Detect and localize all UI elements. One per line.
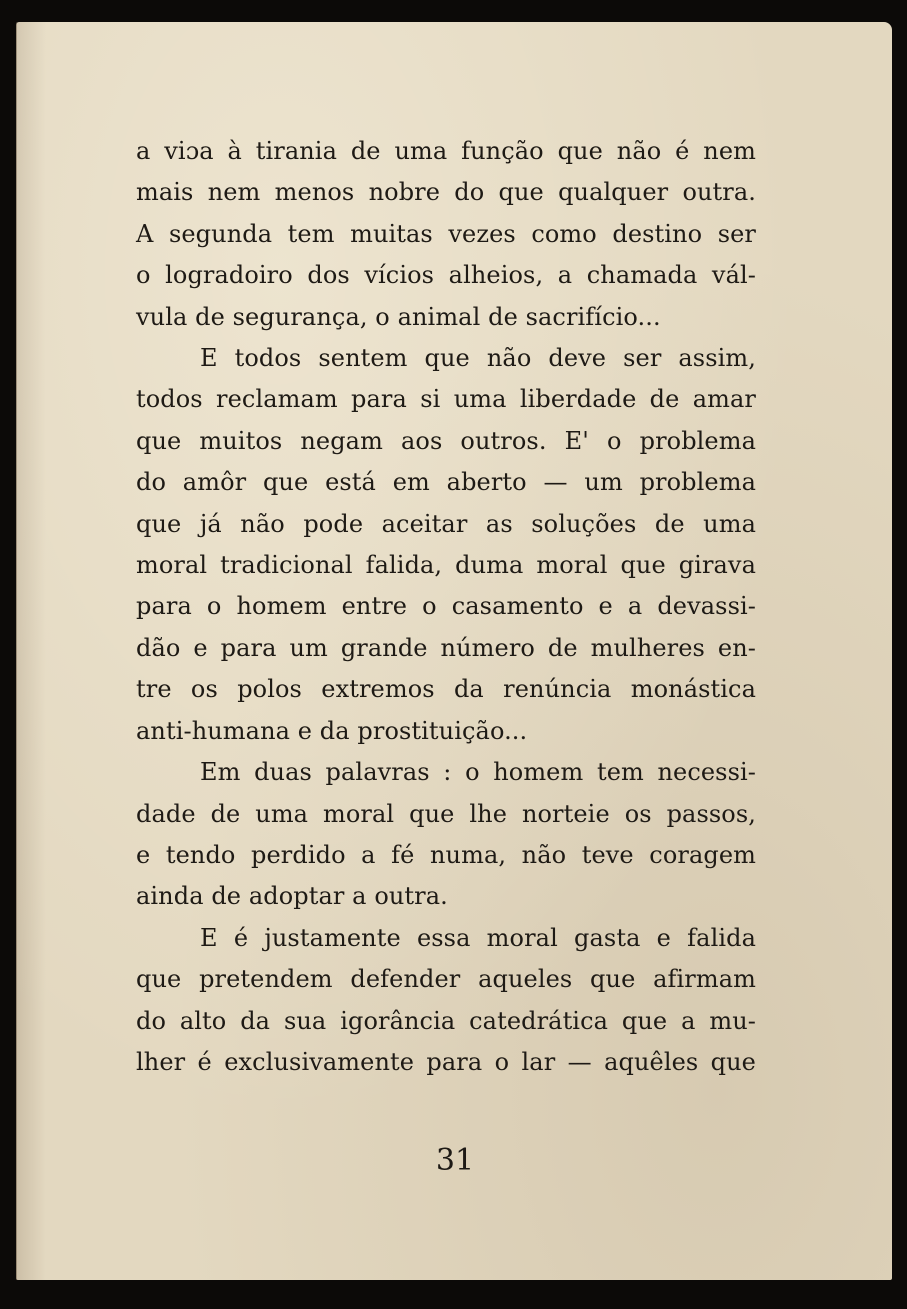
text-line: A segunda tem muitas vezes como destino ser — [136, 219, 756, 248]
text-line: tre os polos extremos da renúncia monástica — [136, 675, 756, 704]
text-line: dade de uma moral que lhe norteie os passos, — [136, 799, 756, 828]
text-line: que pretendem defender aqueles que afirmam — [136, 965, 756, 994]
text-line: e tendo perdido a fé numa, não teve coragem — [136, 840, 756, 869]
text-line: lher é exclusivamente para o lar — aquêles que — [136, 1047, 756, 1076]
text-line: que muitos negam aos outros. E' o problema — [136, 426, 756, 455]
text-line: do alto da sua igorância catedrática que a mu- — [136, 1006, 756, 1035]
text-line: a viɔa à tirania de uma função que não é nem — [136, 137, 756, 165]
text-line: o logradoiro dos vícios alheios, a chamada vál- — [136, 261, 756, 290]
text-line: que já não pode aceitar as soluções de uma — [136, 509, 756, 538]
text-line: dão e para um grande número de mulheres en- — [136, 633, 756, 662]
text-line: anti-humana e da prostituição... — [136, 716, 528, 745]
text-line: vula de segurança, o animal de sacrifício... — [136, 302, 661, 331]
paragraph-start-line: E é justamente essa moral gasta e falida — [200, 923, 756, 952]
page-number: 31 — [435, 1143, 475, 1178]
text-line: ainda de adoptar a outra. — [136, 882, 448, 911]
paragraph-start-line: Em duas palavras : o homem tem necessi- — [200, 758, 756, 787]
text-line: todos reclamam para si uma liberdade de amar — [136, 385, 756, 414]
text-line: mais nem menos nobre do que qualquer outra. — [136, 178, 756, 207]
paragraph-start-line: E todos sentem que não deve ser assim, — [200, 344, 756, 373]
text-line: para o homem entre o casamento e a devassi- — [136, 592, 756, 621]
text-line: do amôr que está em aberto — um problema — [136, 468, 756, 497]
body-text — [136, 131, 756, 1083]
text-line: moral tradicional falida, duma moral que girava — [136, 551, 756, 580]
